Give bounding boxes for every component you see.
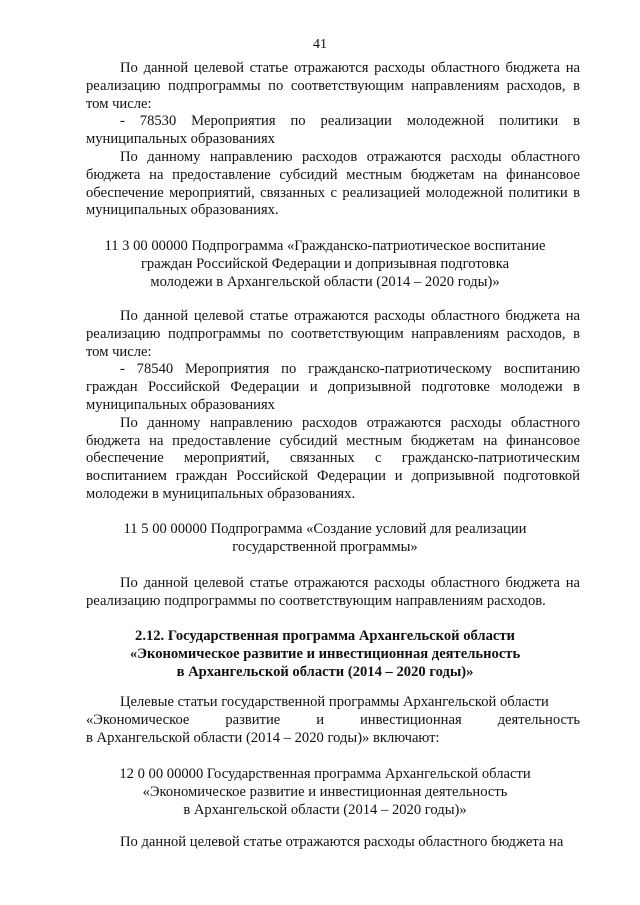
heading-line: в Архангельской области (2014 – 2020 годы)» (176, 663, 474, 680)
paragraph: По данному направлению расходов отражаются расходы областного бюджета на предоставление субсидий местным бюджетам на финансовое обеспечение мероприятий, связанных с гражданско-патриотическим воспитанием граждан Российской Федерации и допризывной подготовкой молодежи в муниципальных образованиях. (86, 414, 580, 502)
heading-line: 2.12. Государственная программа Архангельской области (135, 628, 515, 644)
subprogram-heading-11-3 (60, 238, 590, 291)
heading-line: в Архангельской области (2014 – 2020 годы)» (183, 801, 467, 818)
heading-line: 11 5 00 00000 Подпрограмма «Создание условий для реализации (123, 521, 527, 537)
paragraph: По данному направлению расходов отражаются расходы областного бюджета на предоставление субсидий местным бюджетам на финансовое обеспечение мероприятий, связанных с реализацией молодежной политики в муниципальных образованиях. (86, 148, 580, 219)
paragraph: По данной целевой статье отражаются расходы областного бюджета на реализацию подпрограммы по соответствующим направлениям расходов. (86, 575, 580, 609)
paragraph-group-patriotic (86, 308, 580, 504)
heading-line: 11 3 00 00000 Подпрограмма «Гражданско-патриотическое воспитание (104, 238, 546, 254)
page-number: 41 (313, 37, 327, 52)
paragraph-group-conditions (86, 575, 580, 611)
heading-line: 12 0 00 00000 Государственная программа Архангельской области (119, 766, 531, 782)
paragraph-line: Целевые статьи государственной программы Архангельской области (120, 694, 549, 710)
heading-line: государственной программы» (232, 538, 418, 555)
paragraph: По данной целевой статье отражаются расходы областного бюджета на реализацию подпрограммы по соответствующим направлениям расходов, в том числе: (86, 60, 580, 112)
paragraph: По данной целевой статье отражаются расходы областного бюджета на (120, 834, 564, 850)
heading-line: «Экономическое развитие и инвестиционная деятельность (129, 645, 521, 662)
program-heading-12-0 (60, 766, 590, 819)
paragraph-item-78530: - 78530 Мероприятия по реализации молодежной политики в муниципальных образованиях (86, 113, 580, 148)
paragraph-item-78540: - 78540 Мероприятия по гражданско-патриотическому воспитанию граждан Российской Федерации и допризывной подготовке молодежи в муниципальных образованиях (86, 361, 580, 413)
paragraph-line: в Архангельской области (2014 – 2020 годы)» включают: (86, 729, 440, 746)
paragraph-group-program-12 (86, 834, 580, 852)
heading-line: граждан Российской Федерации и допризывная подготовка (140, 255, 510, 272)
paragraph: По данной целевой статье отражаются расходы областного бюджета на реализацию подпрограммы по соответствующим направлениям расходов, в том числе: (86, 308, 580, 360)
section-heading-2-12 (60, 628, 590, 681)
subprogram-heading-11-5 (60, 521, 590, 557)
paragraph-group-youth-policy (86, 60, 580, 220)
paragraph-line: «Экономическое развитие и инвестиционная деятельность (86, 711, 580, 728)
heading-line: «Экономическое развитие и инвестиционная деятельность (142, 783, 508, 800)
paragraph-group-target-articles (86, 694, 580, 747)
heading-line: молодежи в Архангельской области (2014 – 2020 годы)» (150, 273, 500, 290)
